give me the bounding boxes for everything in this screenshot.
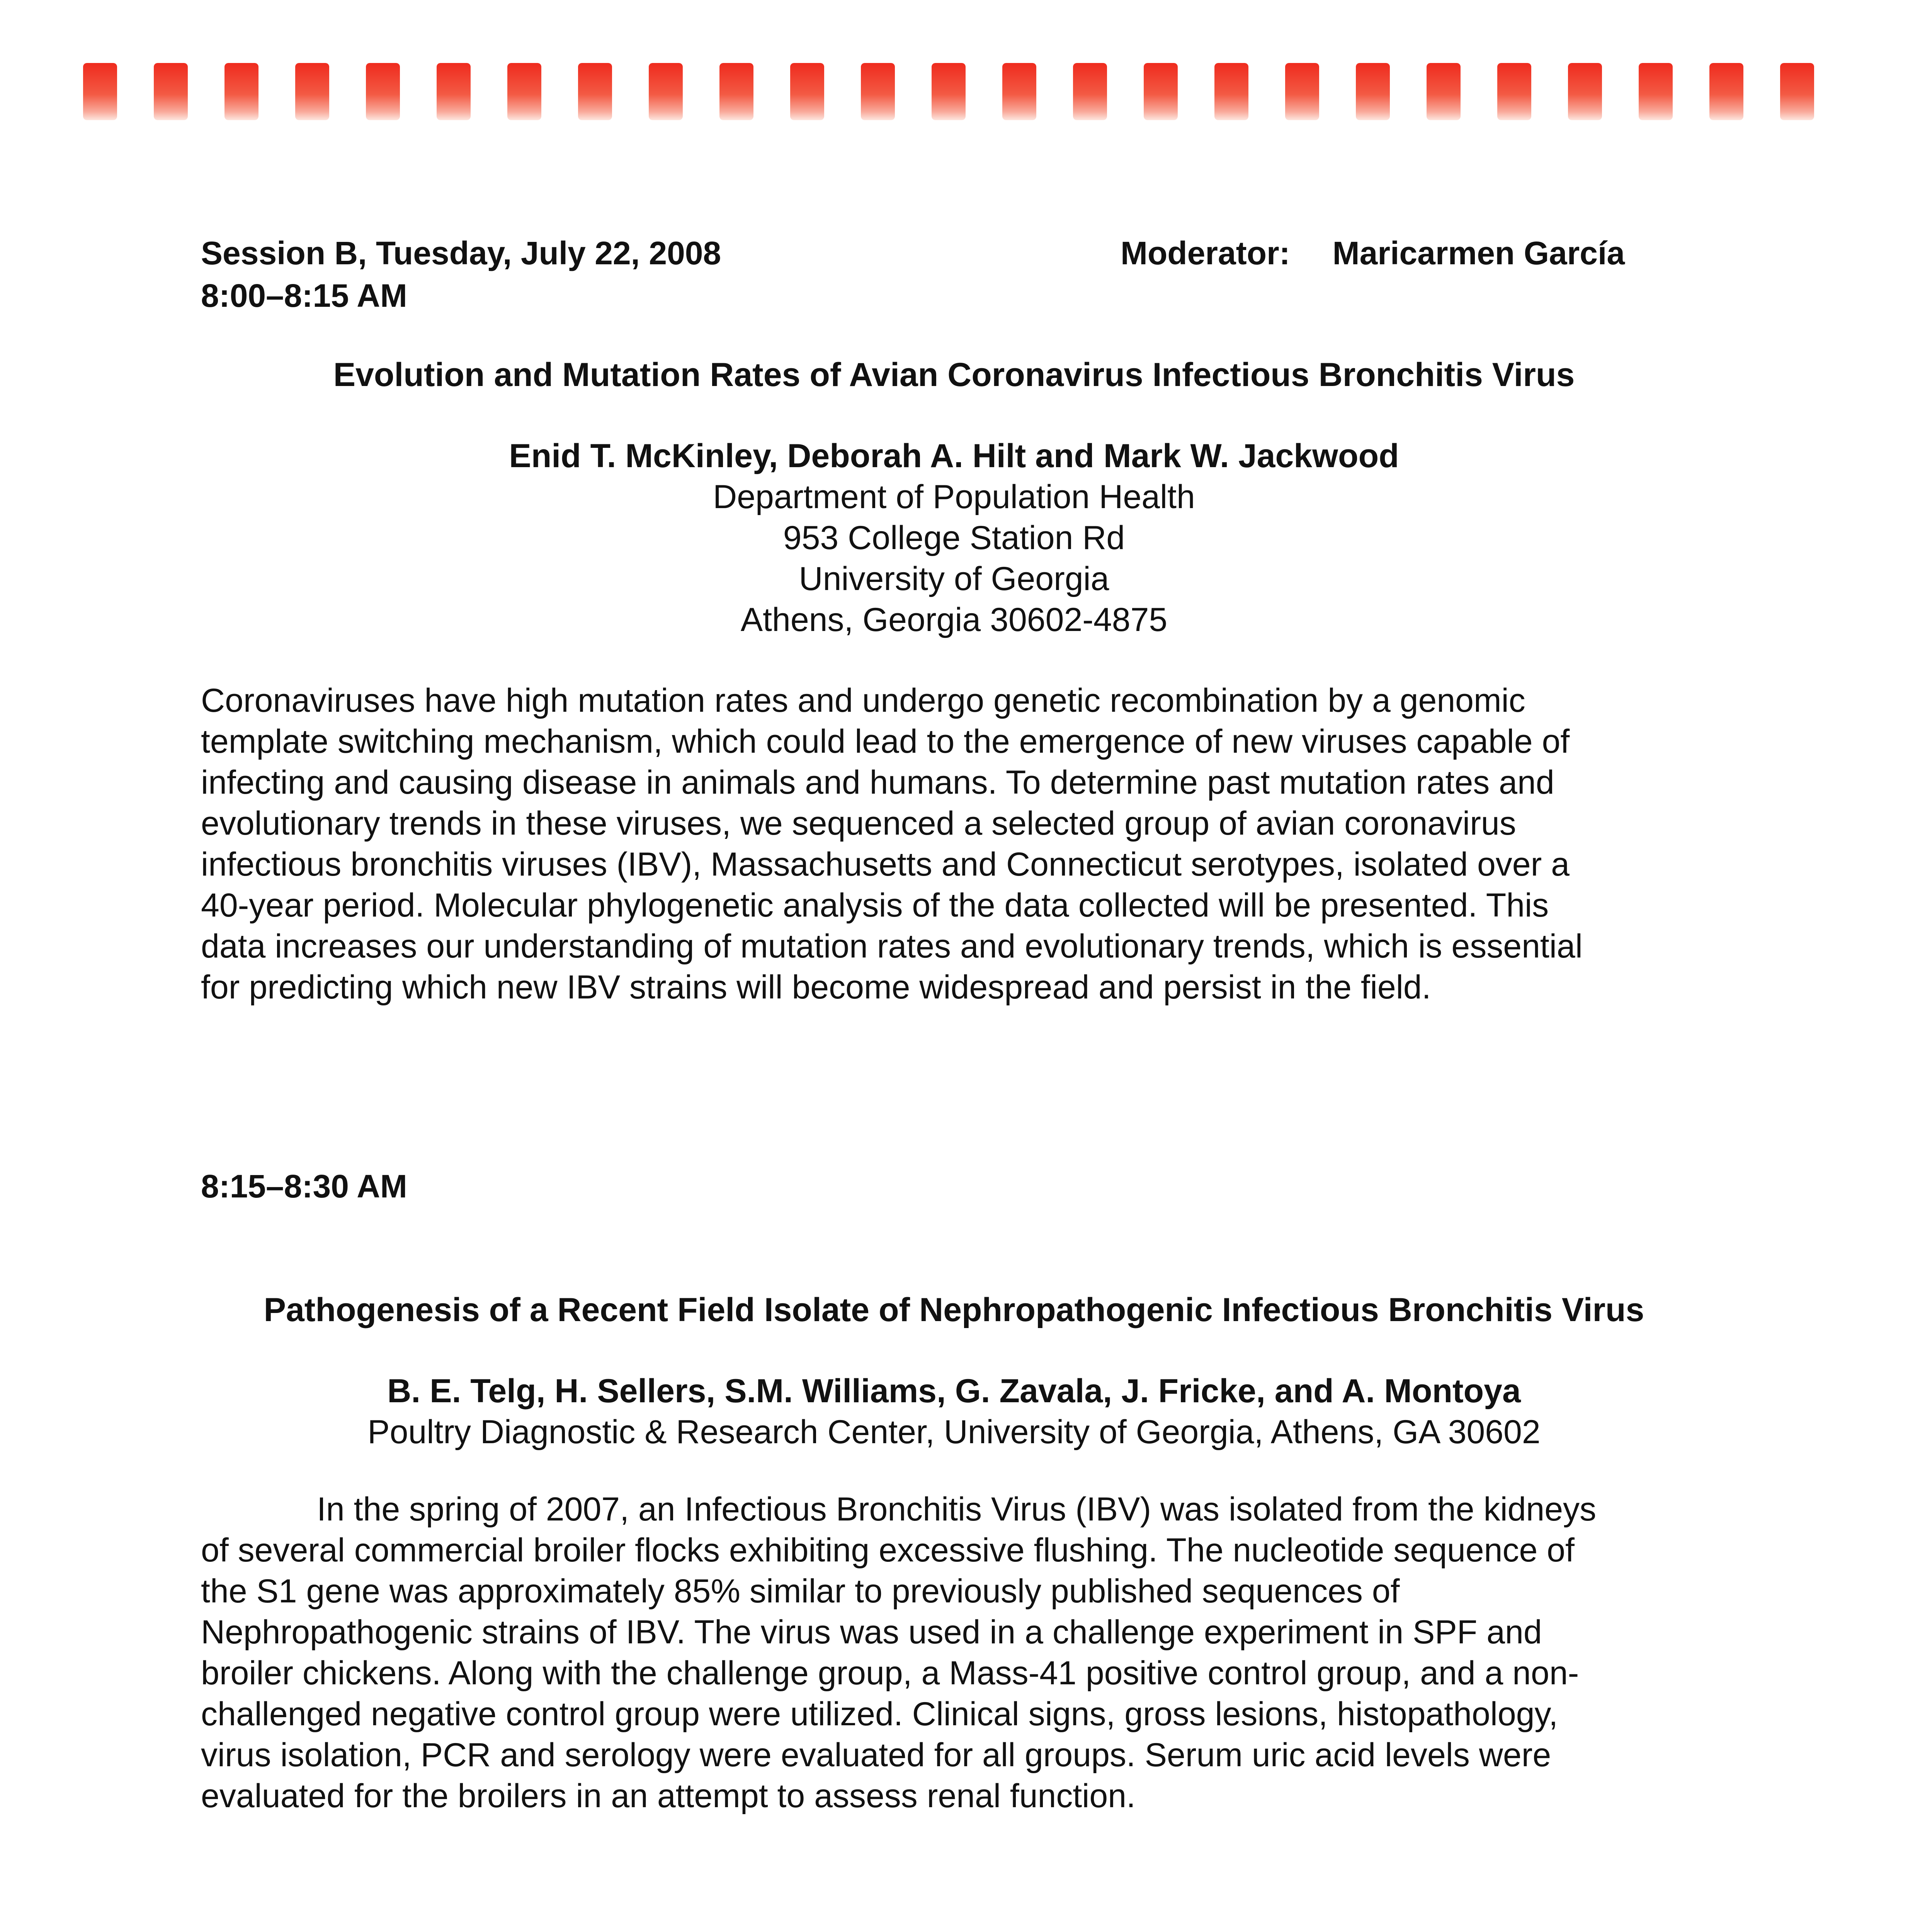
body-line: virus isolation, PCR and serology were evaluated for all groups. Serum uric acid levels were <box>201 1736 1551 1774</box>
dash-mark <box>1780 63 1814 120</box>
dash-mark <box>1214 63 1248 120</box>
affiliation-line: 953 College Station Rd <box>783 519 1125 556</box>
body-line: In the spring of 2007, an Infectious Bronchitis Virus (IBV) was isolated from the kidneys <box>317 1491 1597 1528</box>
session-title: Session B, Tuesday, July 22, 2008 <box>201 235 721 271</box>
body-line: of several commercial broiler flocks exhibiting excessive flushing. The nucleotide sequence of <box>201 1532 1575 1569</box>
body-line: 40-year period. Molecular phylogenetic analysis of the data collected will be presented. This <box>201 887 1549 924</box>
dash-mark <box>1709 63 1743 120</box>
abstract-1-title: Evolution and Mutation Rates of Avian Coronavirus Infectious Bronchitis Virus <box>333 356 1575 393</box>
body-line: infecting and causing disease in animals and humans. To determine past mutation rates and <box>201 764 1554 801</box>
dash-mark <box>861 63 895 120</box>
affiliation-line: Athens, Georgia 30602-4875 <box>740 601 1168 638</box>
dash-mark <box>224 63 258 120</box>
body-line: data increases our understanding of mutation rates and evolutionary trends, which is essential <box>201 928 1583 965</box>
body-line: broiler chickens. Along with the challenge group, a Mass-41 positive control group, and a non- <box>201 1655 1579 1692</box>
moderator-name: Maricarmen García <box>1332 235 1625 271</box>
dash-mark <box>83 63 117 120</box>
dash-mark <box>437 63 471 120</box>
dash-mark <box>1073 63 1107 120</box>
body-line: for predicting which new IBV strains will become widespread and persist in the field. <box>201 969 1431 1006</box>
dash-mark <box>578 63 612 120</box>
decorative-dash-border <box>83 63 1814 125</box>
body-line: the S1 gene was approximately 85% similar to previously published sequences of <box>201 1573 1400 1610</box>
body-line: template switching mechanism, which could lead to the emergence of new viruses capable of <box>201 723 1570 760</box>
abstract-2-title: Pathogenesis of a Recent Field Isolate of Nephropathogenic Infectious Bronchitis Virus <box>264 1291 1644 1328</box>
abstract-2-body <box>201 1489 1596 1816</box>
abstract-2-time: 8:15–8:30 AM <box>201 1168 407 1204</box>
dash-mark <box>649 63 683 120</box>
body-line: Nephropathogenic strains of IBV. The virus was used in a challenge experiment in SPF and <box>201 1614 1542 1651</box>
body-line: Coronaviruses have high mutation rates and undergo genetic recombination by a genomic <box>201 682 1525 719</box>
dash-mark <box>1285 63 1319 120</box>
session-header <box>201 232 721 317</box>
affiliation-line: Department of Population Health <box>713 478 1195 515</box>
moderator-line <box>1121 232 1625 274</box>
dash-mark <box>719 63 753 120</box>
abstract-1-authors: Enid T. McKinley, Deborah A. Hilt and Mark W. Jackwood <box>509 437 1399 474</box>
body-line: challenged negative control group were utilized. Clinical signs, gross lesions, histopathology, <box>201 1696 1558 1733</box>
dash-mark <box>1144 63 1178 120</box>
abstract-1-affiliation <box>0 476 1908 640</box>
affiliation-line: Poultry Diagnostic & Research Center, University of Georgia, Athens, GA 30602 <box>367 1413 1541 1451</box>
abstract-1-body <box>201 680 1583 1008</box>
dash-mark <box>154 63 188 120</box>
dash-mark <box>932 63 966 120</box>
dash-mark <box>1002 63 1036 120</box>
abstract-2-affiliation <box>0 1412 1908 1452</box>
dash-mark <box>295 63 329 120</box>
abstract-1-time: 8:00–8:15 AM <box>201 277 407 314</box>
dash-mark <box>1568 63 1602 120</box>
affiliation-line: University of Georgia <box>799 560 1109 597</box>
dash-mark <box>1427 63 1461 120</box>
moderator-label: Moderator: <box>1121 235 1290 271</box>
dash-mark <box>1497 63 1531 120</box>
dash-mark <box>1639 63 1673 120</box>
dash-mark <box>507 63 541 120</box>
abstract-2-authors: B. E. Telg, H. Sellers, S.M. Williams, G. Zavala, J. Fricke, and A. Montoya <box>387 1372 1521 1410</box>
body-line: evaluated for the broilers in an attempt to assess renal function. <box>201 1777 1136 1815</box>
dash-mark <box>366 63 400 120</box>
dash-mark <box>790 63 824 120</box>
body-line: infectious bronchitis viruses (IBV), Massachusetts and Connecticut serotypes, isolated over a <box>201 846 1570 883</box>
body-line: evolutionary trends in these viruses, we sequenced a selected group of avian coronavirus <box>201 805 1516 842</box>
dash-mark <box>1356 63 1390 120</box>
